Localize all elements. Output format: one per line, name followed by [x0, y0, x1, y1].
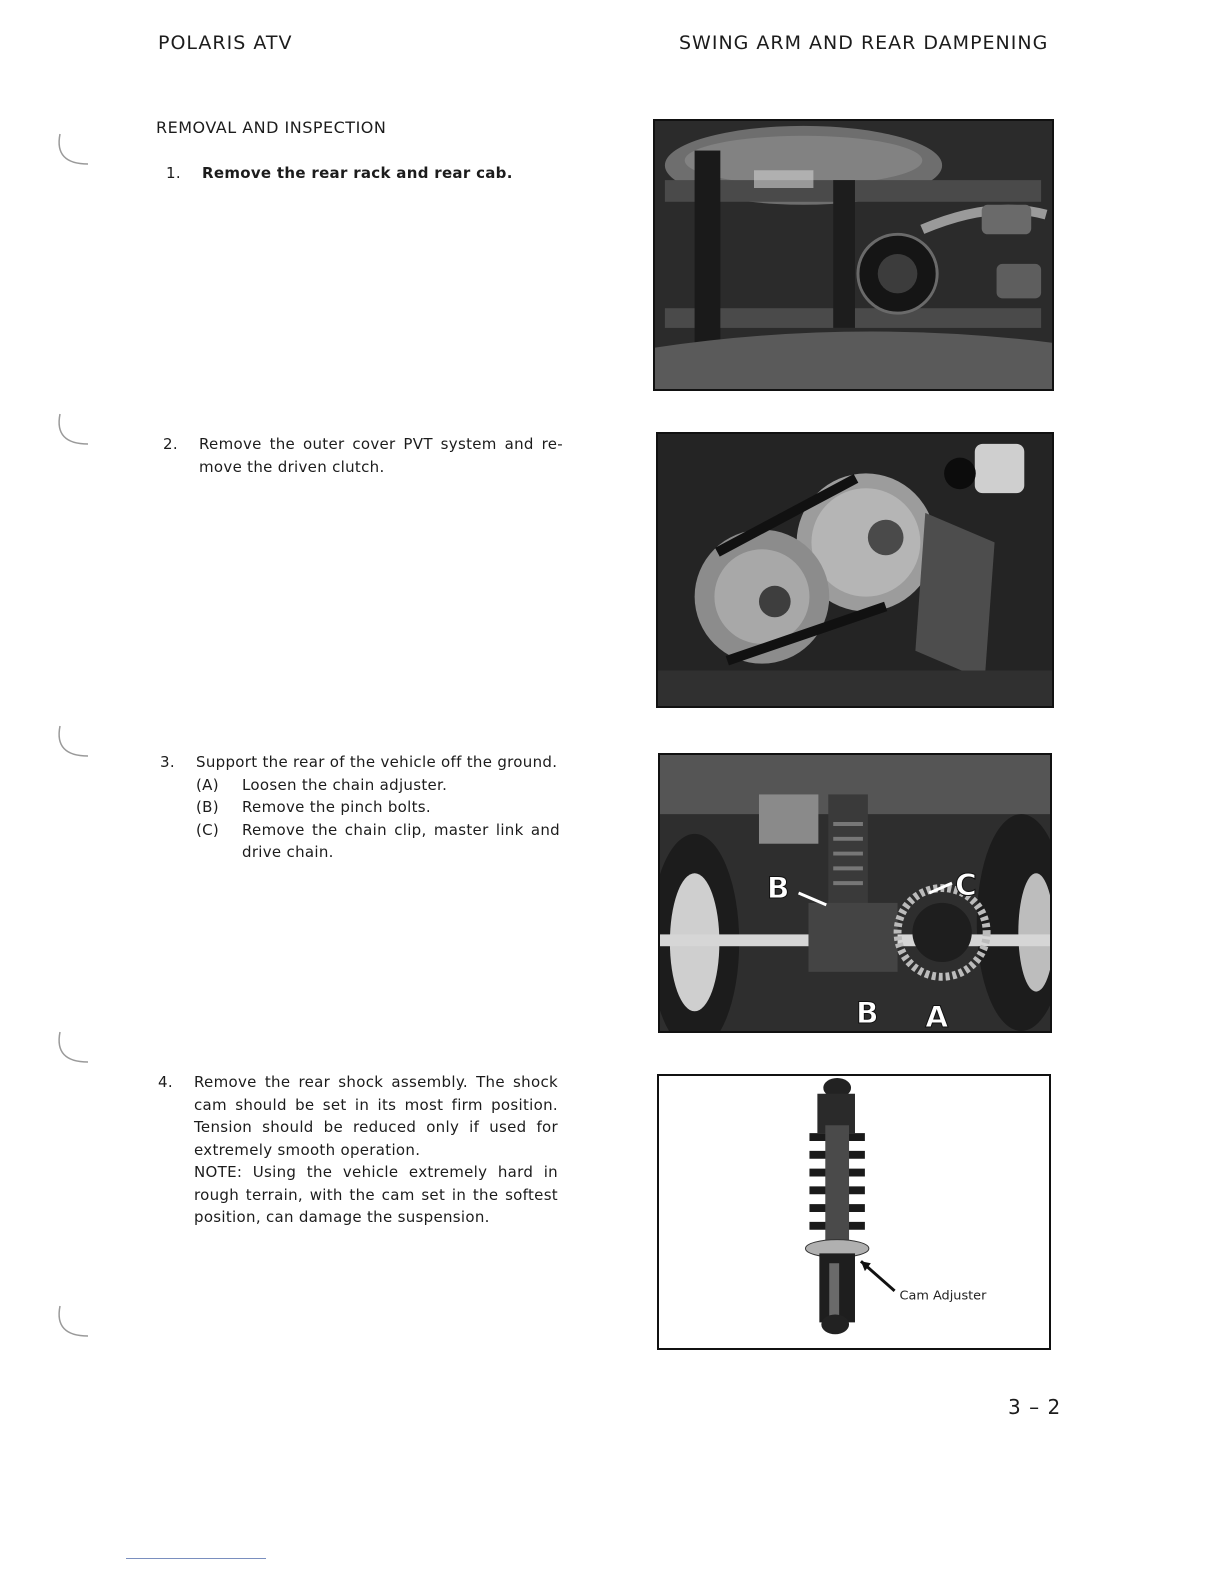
photo-rear-shock: [657, 1074, 1051, 1350]
step-number: 2.: [163, 435, 178, 453]
step-text: Support the rear of the vehicle off the ground.: [196, 753, 558, 771]
step-number: 3.: [160, 753, 175, 771]
sub-step-b: [196, 796, 560, 819]
step-number: 1.: [166, 164, 181, 182]
step-2: [163, 433, 563, 478]
punch-hole-mark: [50, 130, 90, 170]
sub-step-letter: (A): [196, 775, 219, 794]
sub-step-letter: (B): [196, 798, 219, 816]
header-left: POLARIS ATV: [158, 32, 293, 54]
punch-hole-mark: [50, 410, 90, 450]
step-text: Remove the rear rack and rear cab.: [202, 164, 513, 182]
sub-step-text: Loosen the chain adjuster.: [242, 775, 448, 794]
label-b-upper: B: [766, 869, 790, 905]
step-text: Remove the outer cover PVT system and re-move the driven clutch.: [199, 435, 563, 476]
sub-step-text: Remove the pinch bolts.: [242, 798, 431, 816]
punch-hole-mark: [50, 1028, 90, 1068]
header-right: SWING ARM AND REAR DAMPENING: [679, 32, 1049, 54]
sub-step-text: Remove the chain clip, master link and drive chain.: [242, 820, 560, 861]
label-a: A: [925, 999, 949, 1031]
photo-pvt-clutch: [656, 432, 1054, 708]
cam-adjuster-label: Cam Adjuster: [899, 1288, 987, 1304]
label-c: C: [954, 867, 977, 902]
sub-step-c: [196, 819, 560, 864]
step-number: 4.: [158, 1073, 173, 1091]
step-4: [158, 1071, 558, 1229]
sub-step-letter: (C): [196, 820, 220, 839]
page-number: 3 – 2: [1008, 1395, 1062, 1419]
label-b-lower: B: [855, 995, 879, 1031]
step-note: NOTE: Using the vehicle extremely hard in rough terrain, with the cam set in the softest position, can damage the suspension.: [194, 1163, 558, 1226]
bottom-rule: [126, 1558, 266, 1559]
punch-hole-mark: [50, 722, 90, 762]
photo-chain-assembly: [658, 753, 1052, 1033]
step-3: [160, 751, 560, 864]
punch-hole-mark: [50, 1302, 90, 1342]
section-title: REMOVAL AND INSPECTION: [156, 118, 387, 137]
step-1: [166, 162, 566, 185]
photo-rear-rack: [653, 119, 1054, 391]
sub-step-a: [196, 774, 560, 797]
step-text: Remove the rear shock assembly. The shock cam should be set in its most firm position. Tension should be reduced only if used for extremely smooth operation.: [194, 1073, 558, 1159]
